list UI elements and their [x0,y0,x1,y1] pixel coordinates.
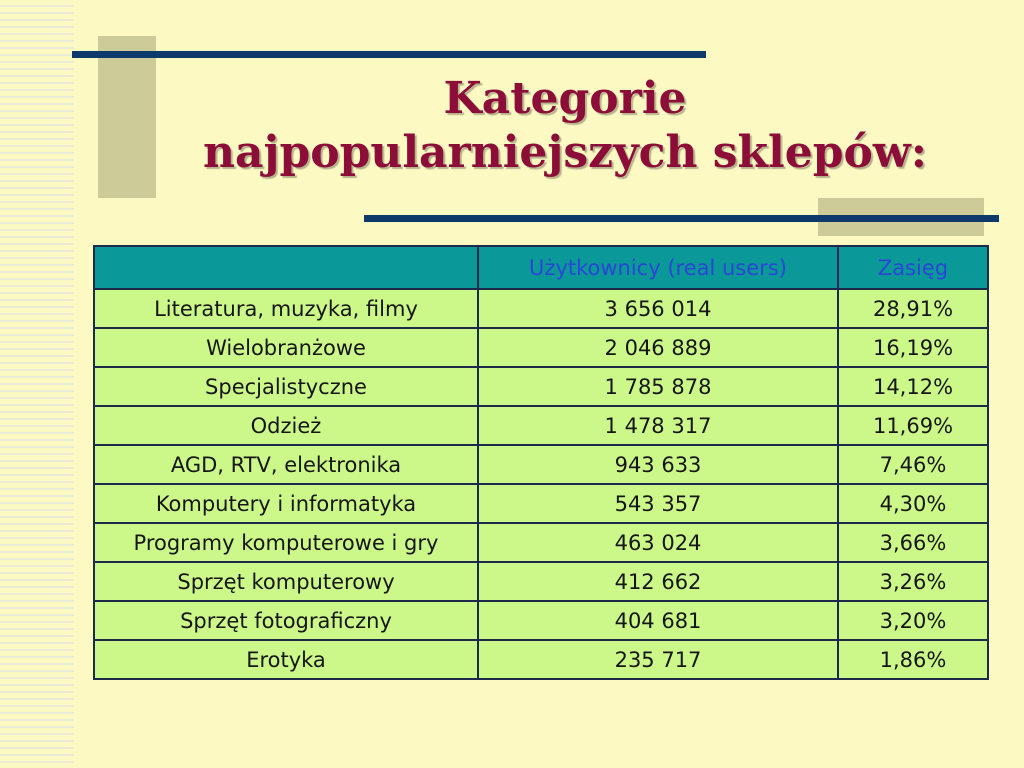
table-row [94,328,988,367]
cell-users: 2 046 889 [478,328,838,367]
stores-table [93,245,989,680]
column-header-category [94,246,478,289]
cell-category: Wielobranżowe [94,328,478,367]
cell-users: 412 662 [478,562,838,601]
table-row [94,289,988,328]
cell-users: 463 024 [478,523,838,562]
table-header [94,246,988,289]
cell-reach: 3,26% [838,562,988,601]
cell-reach: 3,20% [838,601,988,640]
cell-reach: 16,19% [838,328,988,367]
cell-users: 943 633 [478,445,838,484]
table-row [94,484,988,523]
cell-reach: 28,91% [838,289,988,328]
cell-users: 1 478 317 [478,406,838,445]
cell-reach: 4,30% [838,484,988,523]
table-row [94,523,988,562]
cell-users: 1 785 878 [478,367,838,406]
cell-users: 404 681 [478,601,838,640]
title-rule-top [72,51,706,58]
striped-margin-decoration [0,0,74,768]
cell-category: Sprzęt fotograficzny [94,601,478,640]
cell-category: Programy komputerowe i gry [94,523,478,562]
cell-category: Literatura, muzyka, filmy [94,289,478,328]
table-row [94,445,988,484]
cell-reach: 3,66% [838,523,988,562]
cell-users: 3 656 014 [478,289,838,328]
table-row [94,562,988,601]
cell-category: Komputery i informatyka [94,484,478,523]
cell-reach: 14,12% [838,367,988,406]
stores-table-container [93,245,987,680]
cell-users: 235 717 [478,640,838,679]
cell-category: Odzież [94,406,478,445]
cell-users: 543 357 [478,484,838,523]
table-row [94,601,988,640]
table-body [94,289,988,679]
cell-category: Sprzęt komputerowy [94,562,478,601]
table-header-row [94,246,988,289]
cell-category: AGD, RTV, elektronika [94,445,478,484]
table-row [94,367,988,406]
table-row [94,640,988,679]
slide-title-line-2: najpopularniejszych sklepów: [203,127,927,178]
slide-title-line-1: Kategorie [443,73,687,124]
cell-category: Erotyka [94,640,478,679]
cell-category: Specjalistyczne [94,367,478,406]
cell-reach: 11,69% [838,406,988,445]
column-header-users: Użytkownicy (real users) [478,246,838,289]
cell-reach: 1,86% [838,640,988,679]
table-row [94,406,988,445]
title-rule-bottom [364,215,999,222]
slide-title [110,72,1020,180]
cell-reach: 7,46% [838,445,988,484]
column-header-reach: Zasięg [838,246,988,289]
